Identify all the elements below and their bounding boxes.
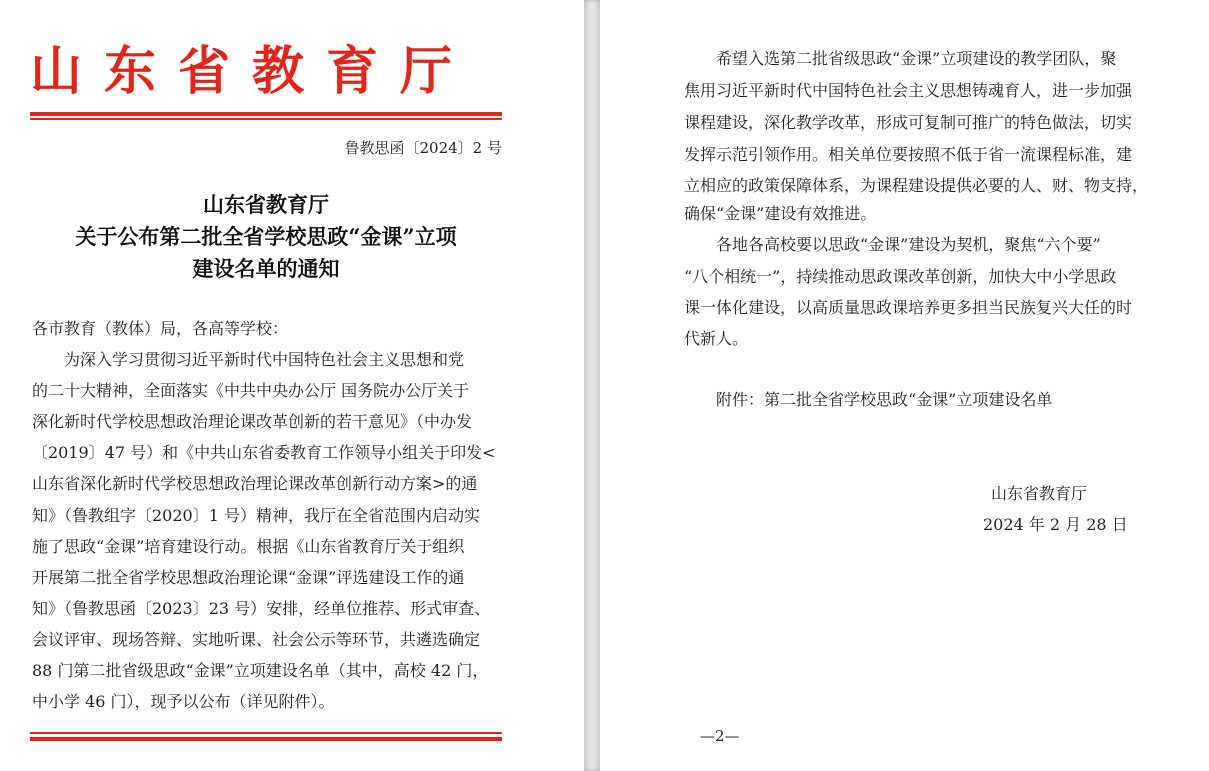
body-line: 各地各高校要以思政“金课”建设为契机，聚焦“六个要” [684,235,1101,254]
salutation: 各市教育（教体）局，各高等学校： [32,319,289,338]
masthead-title: 山东省教育厅 [30,41,475,102]
body-line: 知》（鲁教组字〔2020〕1 号）精神，我厅在全省范围内启动实 [32,506,480,525]
masthead-red-line [30,112,502,116]
document-title-line-1: 山东省教育厅 [203,192,329,217]
body-line: 88 门第二批省级思政“金课”立项建设名单（其中，高校 42 门， [32,661,489,680]
body-line: 施了思政“金课”培育建设行动。根据《山东省教育厅关于组织 [32,537,465,556]
body-line: 深化新时代学校思想政治理论课改革创新的若干意见》（中办发 [32,412,473,431]
body-line: 焦用习近平新时代中国特色社会主义思想铸魂育人，进一步加强 [684,81,1133,100]
body-line: 发挥示范引领作用。相关单位要按照不低于省一流课程标准，建 [684,145,1133,164]
body-line: 课一体化建设，以高质量思政课培养更多担当民族复兴大任的时 [684,298,1133,317]
document-title-line-3: 建设名单的通知 [192,256,340,281]
body-line: 代新人。 [684,329,749,348]
document-number: 鲁教思函〔2024〕2 号 [344,139,502,157]
body-line: 中小学 46 门），现予以公布（详见附件）。 [32,692,335,711]
body-line: 为深入学习贯彻习近平新时代中国特色社会主义思想和党 [32,350,465,369]
footer-red-line-thin [30,732,502,734]
body-line: 立相应的政策保障体系，为课程建设提供必要的人、财、物支持， [684,176,1149,195]
document-title-line-2: 关于公布第二批全省学校思政“金课”立项 [75,224,457,249]
body-line: 确保“金课”建设有效推进。 [684,204,877,223]
document-page-right [600,0,1209,771]
body-line: 课程建设，深化教学改革，形成可复制可推广的特色做法，切实 [684,113,1133,132]
body-line: 希望入选第二批省级思政“金课”立项建设的教学团队，聚 [684,49,1117,68]
body-line: 山东省深化新时代学校思想政治理论课改革创新行动方案>的通 [32,474,478,493]
footer-red-line [30,737,502,741]
body-line: 开展第二批全省学校思想政治理论课“金课”评选建设工作的通 [32,568,465,587]
masthead-red-line-thin [30,118,502,120]
document-page-left [0,0,584,771]
body-line: “八个相统一”，持续推动思政课改革创新，加快大中小学思政 [684,267,1117,286]
page-gutter [584,0,600,771]
body-line: 知》（鲁教思函〔2023〕23 号）安排，经单位推荐、形式审查、 [32,599,491,618]
body-line: 会议评审、现场答辩、实地听课、社会公示等环节，共遴选确定 [32,630,481,649]
attachment-line: 附件：第二批全省学校思政“金课”立项建设名单 [684,390,1053,409]
body-line: 〔2019〕47 号）和《中共山东省委教育工作领导小组关于印发< [32,443,496,462]
signature-date: 2024 年 2 月 28 日 [983,515,1128,534]
body-line: 的二十大精神，全面落实《中共中央办公厅 国务院办公厅关于 [32,381,470,400]
page-number: —2— [700,727,740,745]
signature-organization: 山东省教育厅 [991,484,1088,503]
